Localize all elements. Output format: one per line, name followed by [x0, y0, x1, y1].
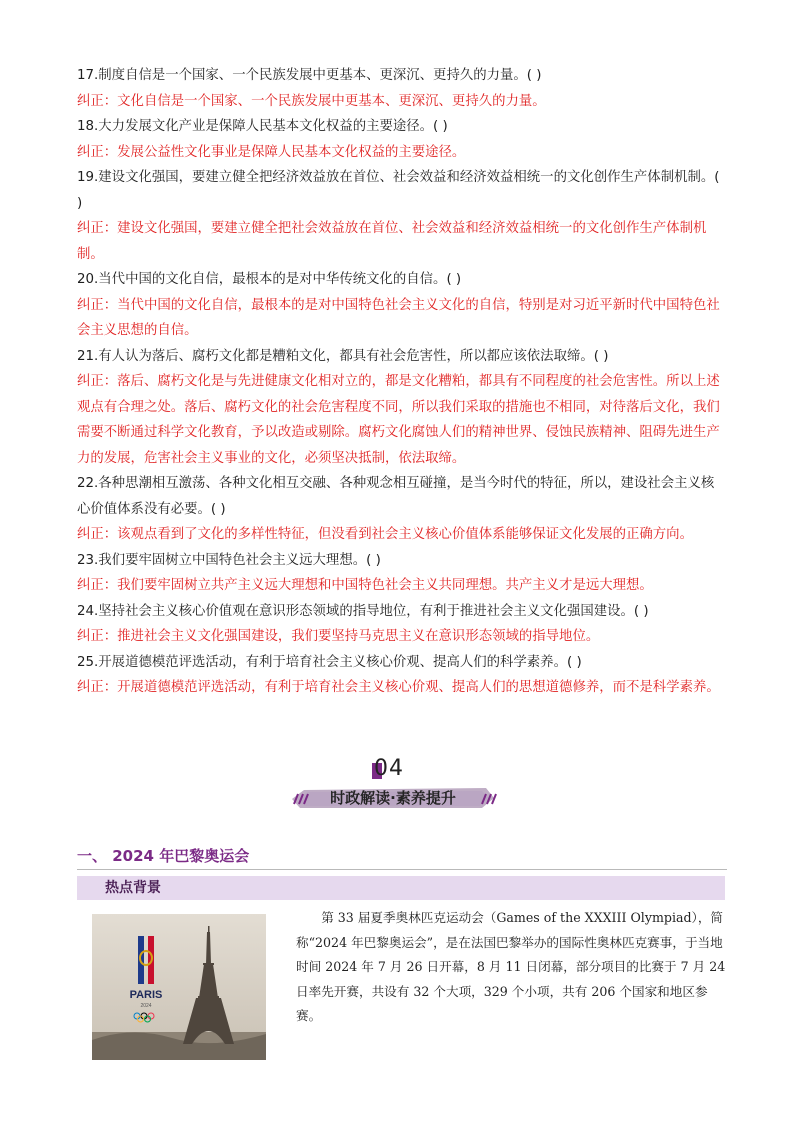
paris-olympics-photo — [92, 914, 266, 1060]
correction-22: 纠正：该观点看到了文化的多样性特征，但没看到社会主义核心价值体系能够保证文化发展的正确方向。 — [77, 527, 693, 542]
question-19: 19.建设文化强国，要建立健全把经济效益放在首位、社会效益和经济效益相统一的文化创作生产体制机制。( ) — [77, 170, 720, 211]
heading-rule — [77, 869, 727, 870]
correction-18: 纠正：发展公益性文化事业是保障人民基本文化权益的主要途径。 — [77, 144, 466, 160]
question-22: 22.各种思潮相互激荡、各种文化相互交融、各种观念相互碰撞，是当今时代的特征，所以，建设社会主义核心价值体系没有必要。( ) — [77, 476, 715, 517]
question-24: 24.坚持社会主义核心价值观在意识形态领域的指导地位，有利于推进社会主义文化强国建设。( ) — [77, 603, 649, 619]
correction-25: 纠正：开展道德模范评选活动，有利于培育社会主义核心价观、提高人们的思想道德修养，而不是科学素养。 — [77, 680, 720, 695]
correction-23: 纠正：我们要牢固树立共产主义远大理想和中国特色社会主义共同理想。共产主义才是远大理想。 — [77, 578, 653, 593]
svg-text:PARIS: PARIS — [129, 989, 163, 1001]
question-20: 20.当代中国的文化自信，最根本的是对中华传统文化的自信。( ) — [77, 272, 462, 287]
question-18: 18.大力发展文化产业是保障人民基本文化权益的主要途径。( ) — [77, 119, 448, 134]
question-23: 23.我们要牢固树立中国特色社会主义远大理想。( ) — [77, 552, 381, 568]
correction-24: 纠正：推进社会主义文化强国建设，我们要坚持马克思主义在意识形态领域的指导地位。 — [77, 629, 600, 644]
subheading: 热点背景 — [105, 880, 161, 896]
question-21: 21.有人认为落后、腐朽文化都是糟粕文化，都具有社会危害性，所以都应该依法取缔。( ) — [77, 348, 609, 364]
subheading-band — [77, 876, 725, 900]
svg-text:2024: 2024 — [140, 1003, 152, 1009]
correction-19: 纠正：建设文化强国，要建立健全把社会效益放在首位、社会效益和经济效益相统一的文化创作生产体制机制。 — [77, 221, 707, 262]
intro-paragraph: 第 33 届夏季奥林匹克运动会（Games of the XXXIII Olympiad），简称“2024 年巴黎奥运会”，是在法国巴黎举办的国际性奥林匹克赛事，于当地时间 2024 年 7 月 26 日开幕，8 月 11 日闭幕，部分项目的比赛于 7 月 24 日率先开赛，共设有 32 个大项，329 个小项，共有 206 个国家和地区参赛。 — [296, 910, 726, 1023]
correction-21: 纠正：落后、腐朽文化是与先进健康文化相对立的，都是文化糟粕，都具有不同程度的社会危害性。所以上述观点有合理之处。落后、腐朽文化的社会危害程度不同，所以我们采取的措施也不相同，对待落后文化，我们需要不断通过科学文化教育，予以改造或剔除。腐朽文化腐蚀人们的精神世界、侵蚀民族精神、阻碍先进生产力的发展，危害社会主义事业的文化，必须坚决抵制，依法取缔。 — [77, 374, 720, 466]
topic-heading: 一、 2024 年巴黎奥运会 — [77, 847, 250, 865]
correction-17: 纠正：文化自信是一个国家、一个民族发展中更基本、更深沉、更持久的力量。 — [77, 93, 546, 109]
question-list — [77, 63, 727, 701]
question-17: 17.制度自信是一个国家、一个民族发展中更基本、更深沉、更持久的力量。( ) — [77, 68, 542, 83]
section-badge — [286, 756, 500, 814]
question-25: 25.开展道德模范评选活动，有利于培育社会主义核心价观、提高人们的科学素养。( ) — [77, 654, 582, 670]
section-number: 04 — [374, 756, 404, 781]
section-title: 时政解读·素养提升 — [330, 789, 456, 807]
correction-20: 纠正：当代中国的文化自信，最根本的是对中国特色社会主义文化的自信，特别是对习近平新时代中国特色社会主义思想的自信。 — [77, 297, 720, 338]
